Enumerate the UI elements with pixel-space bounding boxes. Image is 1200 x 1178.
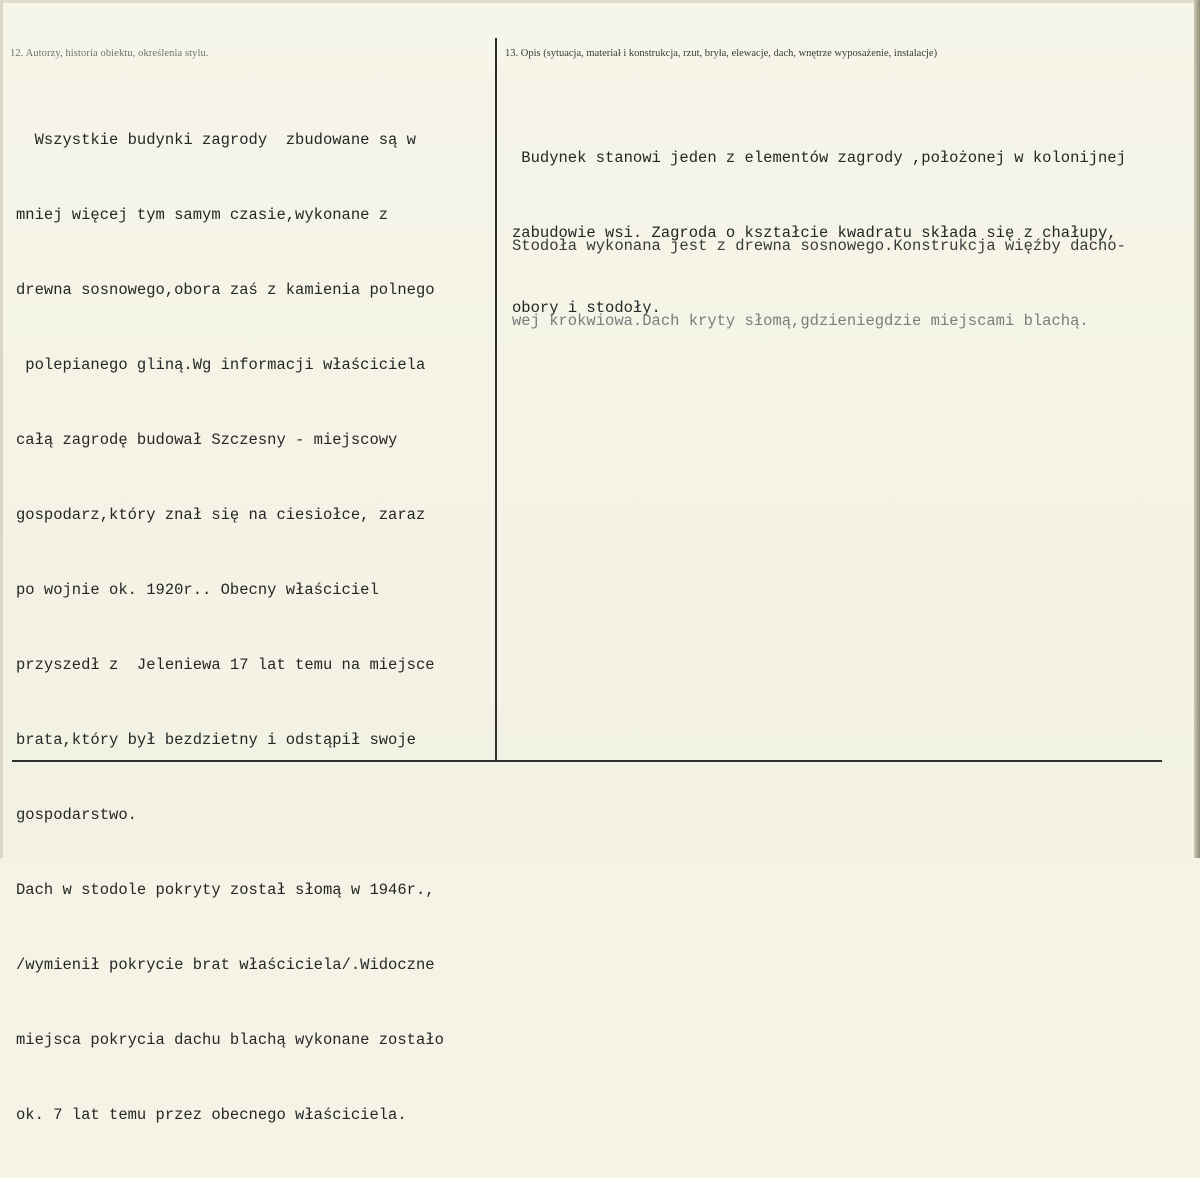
text-line: Budynek stanowi jeden z elementów zagrody ,położonej w kolonijnej xyxy=(512,149,1126,167)
text-line: obory i stodoły. xyxy=(512,299,661,317)
text-line: po wojnie ok. 1920r.. Obecny właściciel xyxy=(16,581,379,599)
text-line: drewna sosnowego,obora zaś z kamienia polnego xyxy=(16,281,435,299)
section-13-caption: 13. Opis (sytuacja, materiał i konstrukcja, rzut, bryła, elewacje, dach, wnętrze wyposażenie, instalacje) xyxy=(505,48,938,59)
text-line: Dach w stodole pokryty został słomą w 1946r., xyxy=(16,881,435,899)
section-12-caption: 12. Autorzy, historia obiektu, określenia stylu. xyxy=(10,48,209,59)
card-right-edge xyxy=(1194,0,1200,858)
text-line: gospodarz,który znał się na ciesiołce, zaraz xyxy=(16,506,426,524)
text-line: brata,który był bezdzietny i odstąpił swoje xyxy=(16,731,416,749)
text-line: przyszedł z Jeleniewa 17 lat temu na miejsce xyxy=(16,656,435,674)
text-line: ok. 7 lat temu przez obecnego właściciela. xyxy=(16,1106,407,1124)
section-12-text xyxy=(16,78,444,1178)
text-line: gospodarstwo. xyxy=(16,806,137,824)
text-line: całą zagrodę budował Szczesny - miejscowy xyxy=(16,431,398,449)
section-13-paragraph-2 xyxy=(512,184,1126,384)
text-line: Stodoła wykonana jest z drewna sosnowego.Konstrukcja więźby dacho- xyxy=(512,237,1126,255)
text-line: Wszystkie budynki zagrody zbudowane są w xyxy=(16,131,416,149)
card-top-edge xyxy=(0,0,1200,3)
text-line: mniej więcej tym samym czasie,wykonane z xyxy=(16,206,389,224)
text-line: zabudowie wsi. Zagroda o kształcie kwadratu składa się z chałupy, xyxy=(512,224,1117,242)
text-line: miejsca pokrycia dachu blachą wykonane zostało xyxy=(16,1031,444,1049)
card-left-edge xyxy=(0,0,3,858)
text-line: polepianego gliną.Wg informacji właściciela xyxy=(16,356,426,374)
text-line: wej krokwiowa.Dach kryty słomą,gdzieniegdzie miejscami blachą. xyxy=(512,312,1089,330)
bottom-rule xyxy=(12,760,1162,762)
text-line: /wymienił pokrycie brat właściciela/.Widoczne xyxy=(16,956,435,974)
column-divider xyxy=(495,38,497,760)
